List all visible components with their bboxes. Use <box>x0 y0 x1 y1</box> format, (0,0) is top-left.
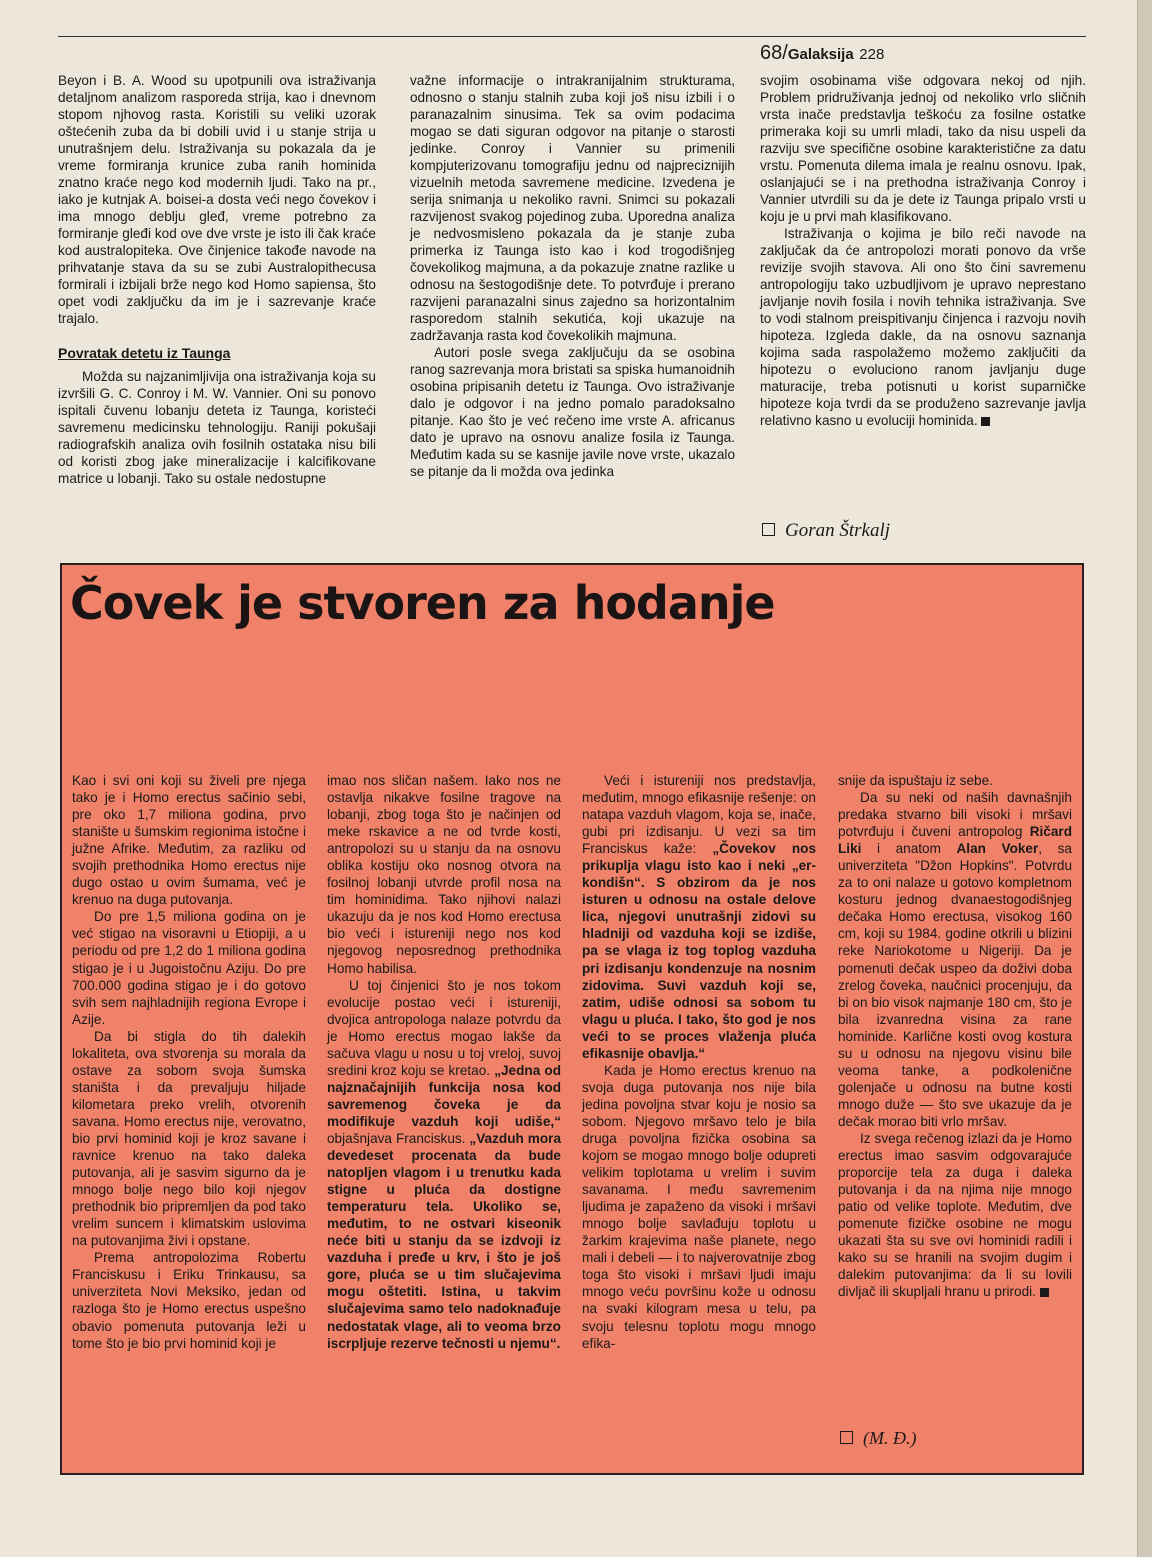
box-column-1 <box>72 772 306 1352</box>
article-column-3 <box>760 72 1086 429</box>
box-paragraph <box>582 772 816 1062</box>
article-byline <box>762 520 890 542</box>
box-paragraph: Kada je Homo erectus krenuo na svoja duga putovanja nos nije bila jedina povoljna stvar koju je nosio sa sobom. Njegovo mršavo telo je bila druga povoljna fizička osobina sa kojom se mogao mnogo bolje odupreti velikim toplotama u vrelim i suvim savanama. I među savremenim ljudima je zapaženo da visoki i mršavi mnogo bolje savlađuju toplotu u žarkim krajevima naše planete, nego mali i debeli — i to najverovatnije zbog toga što visoki i mršavi ljudi imaju mnogo veću površinu kože u odnosu na svaki kilogram mesa u telu, pa svoju telesnu toplotu mogu mnogo efika- <box>582 1062 816 1351</box>
page-folio: 68/Galaksija 228 <box>760 42 885 64</box>
article-paragraph <box>760 225 1086 429</box>
issue-number: 228 <box>859 46 885 63</box>
article-column-1 <box>58 72 376 487</box>
box-text: Da su neki od naših davnašnjih predaka stvarno bili visoki i mršavi potvrđuju i čuveni antropolog <box>838 790 1072 840</box>
box-column-2 <box>327 772 561 1352</box>
person-name: Ričard Liki <box>838 824 1072 857</box>
article-paragraph: Možda su najzanimljivija ona istraživanja koja su izvršili G. C. Conroy i M. W. Vannier. Oni su ponovo ispitali čuvenu lobanju deteta iz Taunga, koristeći savremenu medicinsku tehnologiju. Raniji pokušaji radiografskih analiza ovih fosilnih ostataka nisu bili od koristi zbog jake mineralizacije i kalcifikovane matrice u lobanji. Tako su ostale nedostupne <box>58 369 376 486</box>
magazine-name: Galaksija <box>787 46 854 63</box>
box-quote: „Čovekov nos prikuplja vlagu isto kao i neki „er-kondišn“. S obzirom da je nos isturen u odnosu na ostale delove lica, njegovi unutrašnji zidovi su hladniji od vazduha koji se izdiše, pa se vlaga iz tog toplog vazduha pri izdisanju kondenzuje na nosnim zidovima. Suvi vazduh koji se, zatim, udiše odnosi sa sobom tu vlagu u pluća. I tako, što god je nos veći to se proces vlaženja pluća efikasnije obavlja.“ <box>582 841 817 1061</box>
box-column-4 <box>838 772 1072 1300</box>
box-quote: „Jedna od najznačajnijih funkcija nosa kod savremenog čoveka je da modifikuje vazduh koji udiše,“ <box>327 1062 561 1129</box>
signature-initials: (M. Đ.) <box>863 1428 917 1448</box>
box-paragraph <box>838 1130 1072 1300</box>
article-paragraph: važne informacije o intrakranijalnim strukturama, odnosno o stanju stalnih zuba koji još nisu izbili i o paranazalnim sinusima. Tek sa ovim podacima mogao se dati siguran odgovor na pitanje o starosti jedinke. Conroy i Vannier su primenili kompjuterizovanu tomografiju jednu od najpreciznijih vizuelnih metoda savremene medicine. Izvedena je serija snimanja u nekoliko ravni. Snimci su pokazali razvijenost svakog pojedinog zuba. Uporedna analiza je nedvosmisleno pokazala da je stanje zuba primerka iz Taunga isto kao i kod trogodišnjeg čovekolikog majmuna, a da pokazuje znatne razlike u odnosu na šestogodišnje dete. To potvrđuje i prerano razvijeni paranazalni sinus zajedno sa horizontalnim rasporedom stalnih sekutića, koji ukazuje na zadržavanja rasta kod čovekolikih majmuna. <box>410 73 735 343</box>
box-paragraph: Kao i svi oni koji su živeli pre njega tako je i Homo erectus sačinio sebi, pre oko 1,7 miliona godina, prvo stanište u šumskim regionima istočne i južne Afrike. Međutim, za razliku od svojih prethodnika Homo erectus nije dugo ostao u ovim šumama, već je krenuo na duga putovanja. <box>72 773 306 908</box>
box-quote: „Vazduh mora devedeset procenata da bude natopljen vlagom i u trenutku kada stigne u pluća da dostigne temperaturu tela. Ukoliko se, međutim, to ne ostvari kiseonik neće biti u stanju da se izdvoji iz vazduha i pređe u krv, i što je još gore, pluća se u tim slučajevima mogu oštetiti. Istina, u takvim slučajevima samo telo nadoknađuje nedostatak vlage, ali to veoma brzo iscrpljuje rezerve tečnosti u njemu“. <box>327 1130 562 1351</box>
page-number: 68 <box>760 42 783 64</box>
box-text: i anatom <box>861 841 957 857</box>
page-edge-strip <box>1137 0 1152 1557</box>
article-paragraph: Autori posle svega zaključuju da se osobina ranog sazrevanja mora bristati sa spiska humanoidnih osobina pripisanih detetu iz Taunga. Ovo istraživanje dalo je odgovor i na jedno pomalo paradoksalno pitanje. Kao što je već rečeno ime vrste A. africanus dato je upravo na osnovu analize fosila iz Taunga. Međutim kada su se kasnije javile nove vrste, ukazalo se pitanje da li možda ova jedinka <box>410 345 735 479</box>
box-text: Veći i istureniji nos predstavlja, međutim, mnogo efikasnije rešenje: on natapa vazduh vlagom, koja se, inače, gubi pri izdisanju. U vezi sa tim Franciskus kaže: <box>582 773 816 857</box>
article-paragraph-text: Istraživanja o kojima je bilo reči navode na zaključak da će antropolozi morati ponovo da vrše revizije svojih stavova. Ali ono što čini savremenu antropologiju tako uzbudljivom je upravo neprestano javljanje novih fosila i novih tehnika istraživanja. Sve to vodi stalnom preispitivanju činjenca i razvoju novih hipoteza. Izgleda dakle, da na osnovu saznanja kojima sada raspolažemo možemo zaključiti da hipotezu o evoluciono ranom javljanju duge maturacije, treba potisnuti u korist suparničke hipoteze koja tvrdi da se produženo sazrevanje javlja relativno kasno u evoluciji hominida. <box>760 226 1086 428</box>
top-rule <box>58 36 1086 37</box>
box-paragraph: imao nos sličan našem. Iako nos ne ostavlja nikakve fosilne tragove na lobanji, zbog toga što je načinjen od meke rskavice a ne od tvrde kosti, antropolozi su u stanju da na osnovu oblika kostiju oko nosnog otvora na fosilnoj lobanji utvrde profil nosa na tim hominidima. Tako njihovi nalazi ukazuju da je nos kod Homo erectusa bio veći i istureniji nego nos kod njegovog neposrednog prethodnika Homo habilisa. <box>327 773 561 976</box>
box-paragraph: Da bi stigla do tih dalekih lokaliteta, ova stvorenja su morala da ostave za sobom svoja šumska staništa i da prevaljuju hiljade kilometara preko vrelih, otvorenih savana. Homo erectus nije, verovatno, bio prvi hominid koji je kroz savane i ravnice krenuo na tako daleka putovanja, ali je sasvim sigurno da je mnogo bolje nego bilo koji njegov prethodnik bio pripremljen da pod tako vrelim suncem i klimatskim uslovima na putovanjima živi i opstane. <box>72 1028 306 1249</box>
box-paragraph: Do pre 1,5 miliona godina on je već stigao na visoravni u Etiopiji, a u periodu od pre 1,2 do 1 miliona godina stigao je i u Jugoistočnu Aziju. Do pre 700.000 godina stigao je i do gotovo svih sem najhladnijih regiona Evrope i Azije. <box>72 909 306 1027</box>
box-text: U toj činjenici što je nos tokom evolucije postao veći i istureniji, dvojica antropologa nalaze potvrdu da je Homo erectus mogao lakše da sačuva vlagu u nosu u toj vreloj, suvoj sredini kroz koju se kretao. <box>327 977 561 1078</box>
box-paragraph: snije da ispuštaju iz sebe. <box>838 773 993 788</box>
box-text: , sa univerziteta "Džon Hopkins". Potvrdu za to oni nalaze u gotovo kompletnom kosturu jednog dvanaestogodišnjeg dečaka Homo erectusa, visokog 160 cm, koji su 1984. godine otkrili u blizini reke Nariokotome u Nigeriji. Da je pomenuti dečak uspeo da doživi doba zrelog čoveka, naučnici procenjuju, da bi on bio visok najmanje 180 cm, što je bila izvanredna visina za rane hominide. Karlične kosti ovog kostura su u odnosu na njegovu visinu bile veoma tanke, a podkolenične golenjače u odnosu na butne kosti mnogo duže — što sve ukazuje da je dečak morao biti vrlo mršav. <box>838 841 1072 1129</box>
feature-box-title: Čovek je stvoren za hodanje <box>70 576 775 630</box>
end-mark-icon <box>981 417 990 426</box>
box-text: objašnjava Franciskus. <box>327 1130 470 1146</box>
box-text: Iz svega rečenog izlazi da je Homo erectus imao sasvim odgovarajuće proporcije tela za duga i daleka putovanja i da na njima nije mnogo patio od velike toplote. Međutim, dve pomenute fizičke osobine ne mogu ukazati šta su sve ovi hominidi radili i kako su se hranili na svojim dugim i dalekim putovanjima: da li su lovili divljač ili skupljali hranu u prirodi. <box>838 1130 1072 1300</box>
article-paragraph: Beyon i B. A. Wood su upotpunili ova istraživanja detaljnom analizom rasporeda strija, kao i dnevnom stopom njhovog rasta. Koristili su veliki uzorak oštećenih zuba da bi dobili uvid i u stanje strija u unutrašnjem delu. Istraživanja su pokazala da je vreme formiranja krunice zuba ranih hominida znatno kraće nego kod modernih ljudi. Tako na pr., iako je kutnjak A. boisei-a dosta veći nego čovekov i ima mnogo deblju gleđ, vreme potrebno za formiranje gleđi kod ove dve vrste je isto ili čak kraće kod australopiteka. Ove činjenice takođe navode na prihvatanje stava da su se zubi Australopithecusa formirali i izbijali brže nego kod Homo sapiensa, što opet vodi zaključku da im je i sazrevanje kraće trajalo. <box>58 73 376 326</box>
article-subheading: Povratak detetu iz Taunga <box>58 345 231 361</box>
checkbox-square-icon <box>840 1431 853 1444</box>
box-column-3 <box>582 772 816 1352</box>
end-mark-icon <box>1040 1288 1049 1297</box>
box-signature <box>840 1428 916 1449</box>
checkbox-square-icon <box>762 523 775 536</box>
box-paragraph <box>327 977 561 1352</box>
article-column-2 <box>410 72 735 480</box>
box-paragraph: Prema antropolozima Robertu Franciskusu i Eriku Trinkausu, sa univerziteta Novi Meksiko, jedan od razloga što je Homo erectus uspešno obavio pomenuta putovanja leži u tome što je bio prvi hominid koji je <box>72 1250 306 1351</box>
box-paragraph <box>838 789 1072 1130</box>
article-paragraph: svojim osobinama više odgovara nekoj od njih. Problem pridruživanja jednoj od nekoliko vrlo sličnih vrsta inače predstavlja teškoću za fosilne ostatke primeraka koji su umrli mladi, tako da nisu uspeli da razviju sve specifične osobine karakteristične za datu vrstu. Pomenuta dilema imala je realnu osnovu. Ipak, oslanjajući se i na prethodna istraživanja Conroy i Vannier utvrdili su da je dete iz Taunga pripalo vrsti u koju je u prvi mah klasifikovano. <box>760 73 1086 224</box>
person-name: Alan Voker <box>956 841 1039 857</box>
author-name: Goran Štrkalj <box>785 520 891 541</box>
